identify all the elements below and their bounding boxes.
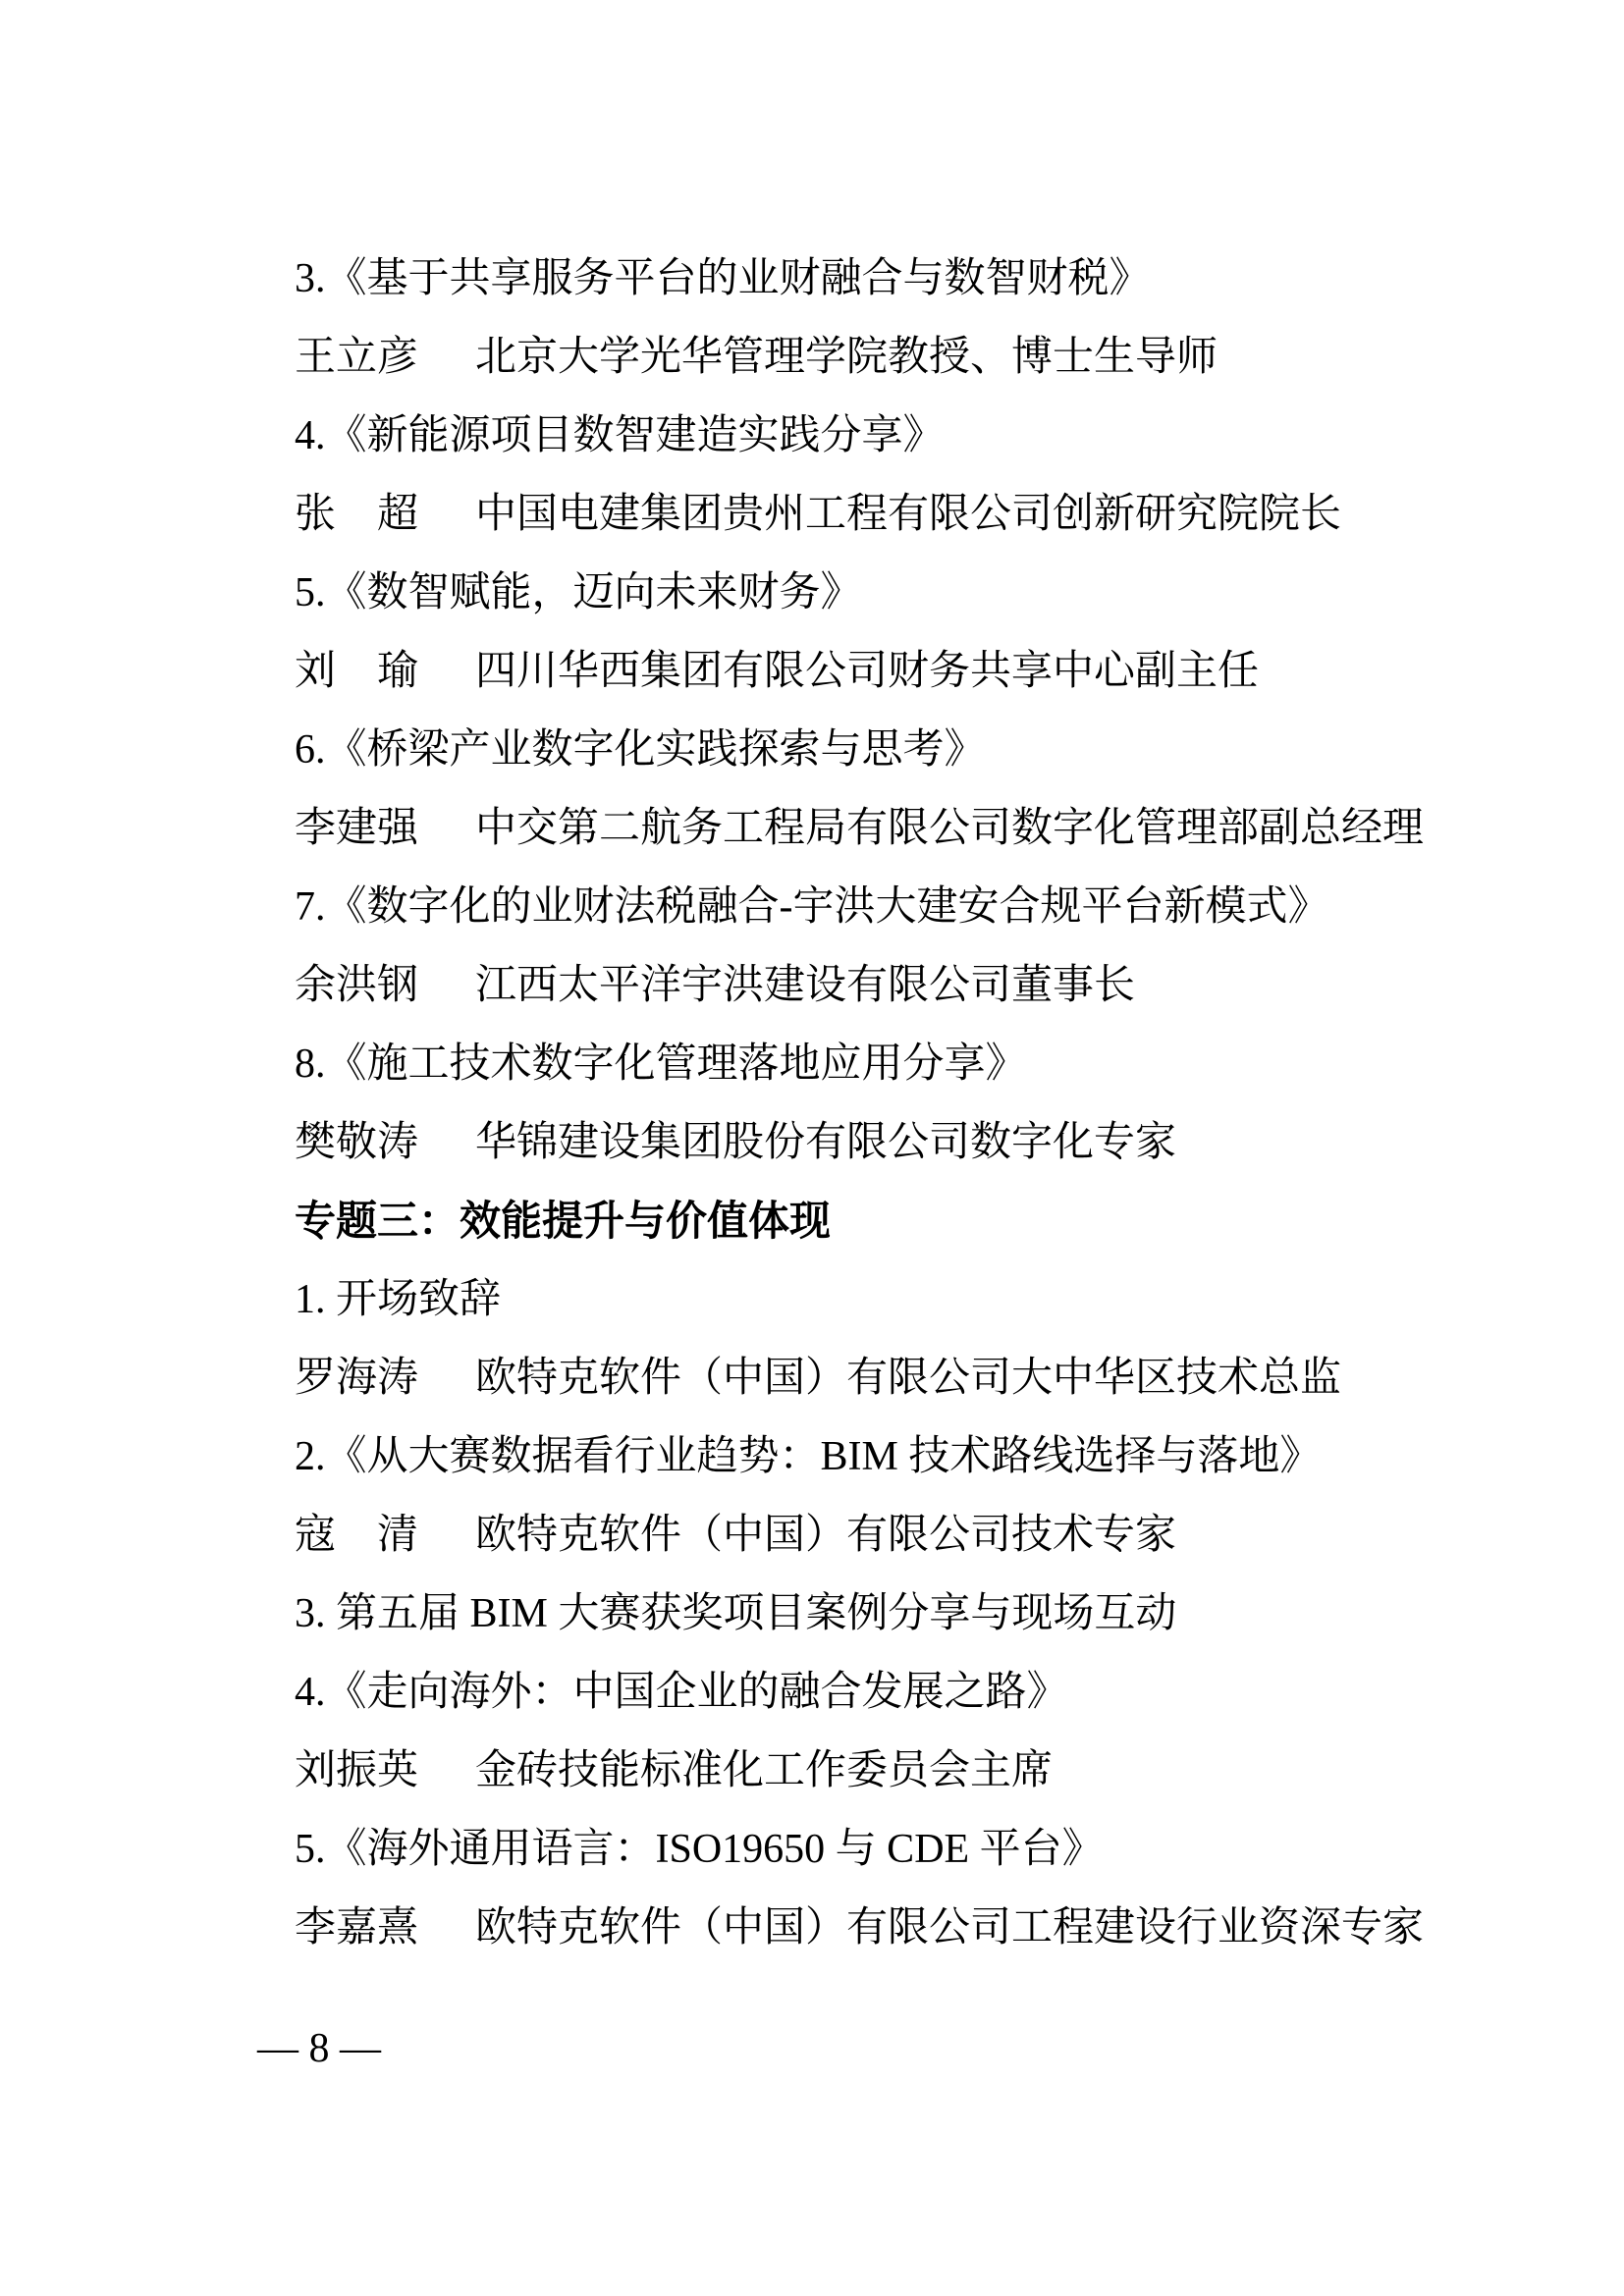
speaker-line: [295, 632, 1565, 711]
topic-heading: 专题三：效能提升与价值体现: [295, 1198, 832, 1244]
speaker-org: 金砖技能标准化工作委员会主席: [475, 1748, 1054, 1793]
agenda-item: 3.《基于共享服务平台的业财融合与数智财税》: [295, 256, 1151, 301]
speaker-name: 樊敬涛: [295, 1120, 419, 1165]
speaker-name: 罗海涛: [295, 1356, 419, 1401]
page-number: — 8 —: [257, 2026, 381, 2071]
speaker-line: [295, 1732, 1565, 1810]
agenda-item: 2.《从大赛数据看行业趋势：BIM 技术路线选择与落地》: [295, 1434, 1322, 1479]
speaker-line: [295, 1339, 1565, 1417]
speaker-name: 余洪钢: [295, 963, 419, 1008]
agenda-item: 4.《新能源项目数智建造实践分享》: [295, 413, 945, 458]
agenda-item: 6.《桥梁产业数字化实践探索与思考》: [295, 727, 986, 773]
agenda-item: 8.《施工技术数字化管理落地应用分享》: [295, 1041, 1027, 1087]
agenda-item: 1. 开场致辞: [295, 1277, 502, 1322]
speaker-org: 中交第二航务工程局有限公司数字化管理部副总经理: [475, 806, 1425, 851]
speaker-name: 李嘉熹: [295, 1905, 419, 1950]
speaker-line: [295, 1496, 1565, 1575]
speaker-line: [295, 789, 1565, 868]
speaker-name: 张 超: [295, 492, 419, 537]
speaker-name: 王立彦: [295, 335, 419, 380]
agenda-item: 5.《数智赋能，迈向未来财务》: [295, 570, 862, 615]
agenda-item: 5.《海外通用语言：ISO19650 与 CDE 平台》: [295, 1827, 1104, 1872]
speaker-org: 欧特克软件（中国）有限公司技术专家: [475, 1513, 1177, 1558]
speaker-name: 刘振英: [295, 1748, 419, 1793]
speaker-line: [295, 946, 1565, 1025]
speaker-org: 江西太平洋宇洪建设有限公司董事长: [475, 963, 1136, 1008]
speaker-name: 寇 清: [295, 1513, 419, 1558]
agenda-item: 3. 第五届 BIM 大赛获奖项目案例分享与现场互动: [295, 1591, 1177, 1636]
speaker-org: 四川华西集团有限公司财务共享中心副主任: [475, 649, 1260, 694]
speaker-org: 北京大学光华管理学院教授、博士生导师: [475, 335, 1218, 380]
speaker-line: [295, 1889, 1565, 1967]
speaker-name: 刘 瑜: [295, 649, 419, 694]
speaker-name: 李建强: [295, 806, 419, 851]
speaker-org: 中国电建集团贵州工程有限公司创新研究院院长: [475, 492, 1342, 537]
speaker-org: 欧特克软件（中国）有限公司工程建设行业资深专家: [475, 1905, 1425, 1950]
agenda-item: 7.《数字化的业财法税融合-宇洪大建安合规平台新模式》: [295, 884, 1329, 930]
speaker-line: [295, 318, 1565, 397]
agenda-item: 4.《走向海外：中国企业的融合发展之路》: [295, 1670, 1068, 1715]
speaker-org: 欧特克软件（中国）有限公司大中华区技术总监: [475, 1356, 1342, 1401]
speaker-line: [295, 1103, 1565, 1182]
agenda-content: [295, 240, 1565, 1967]
speaker-org: 华锦建设集团股份有限公司数字化专家: [475, 1120, 1177, 1165]
speaker-line: [295, 475, 1565, 554]
